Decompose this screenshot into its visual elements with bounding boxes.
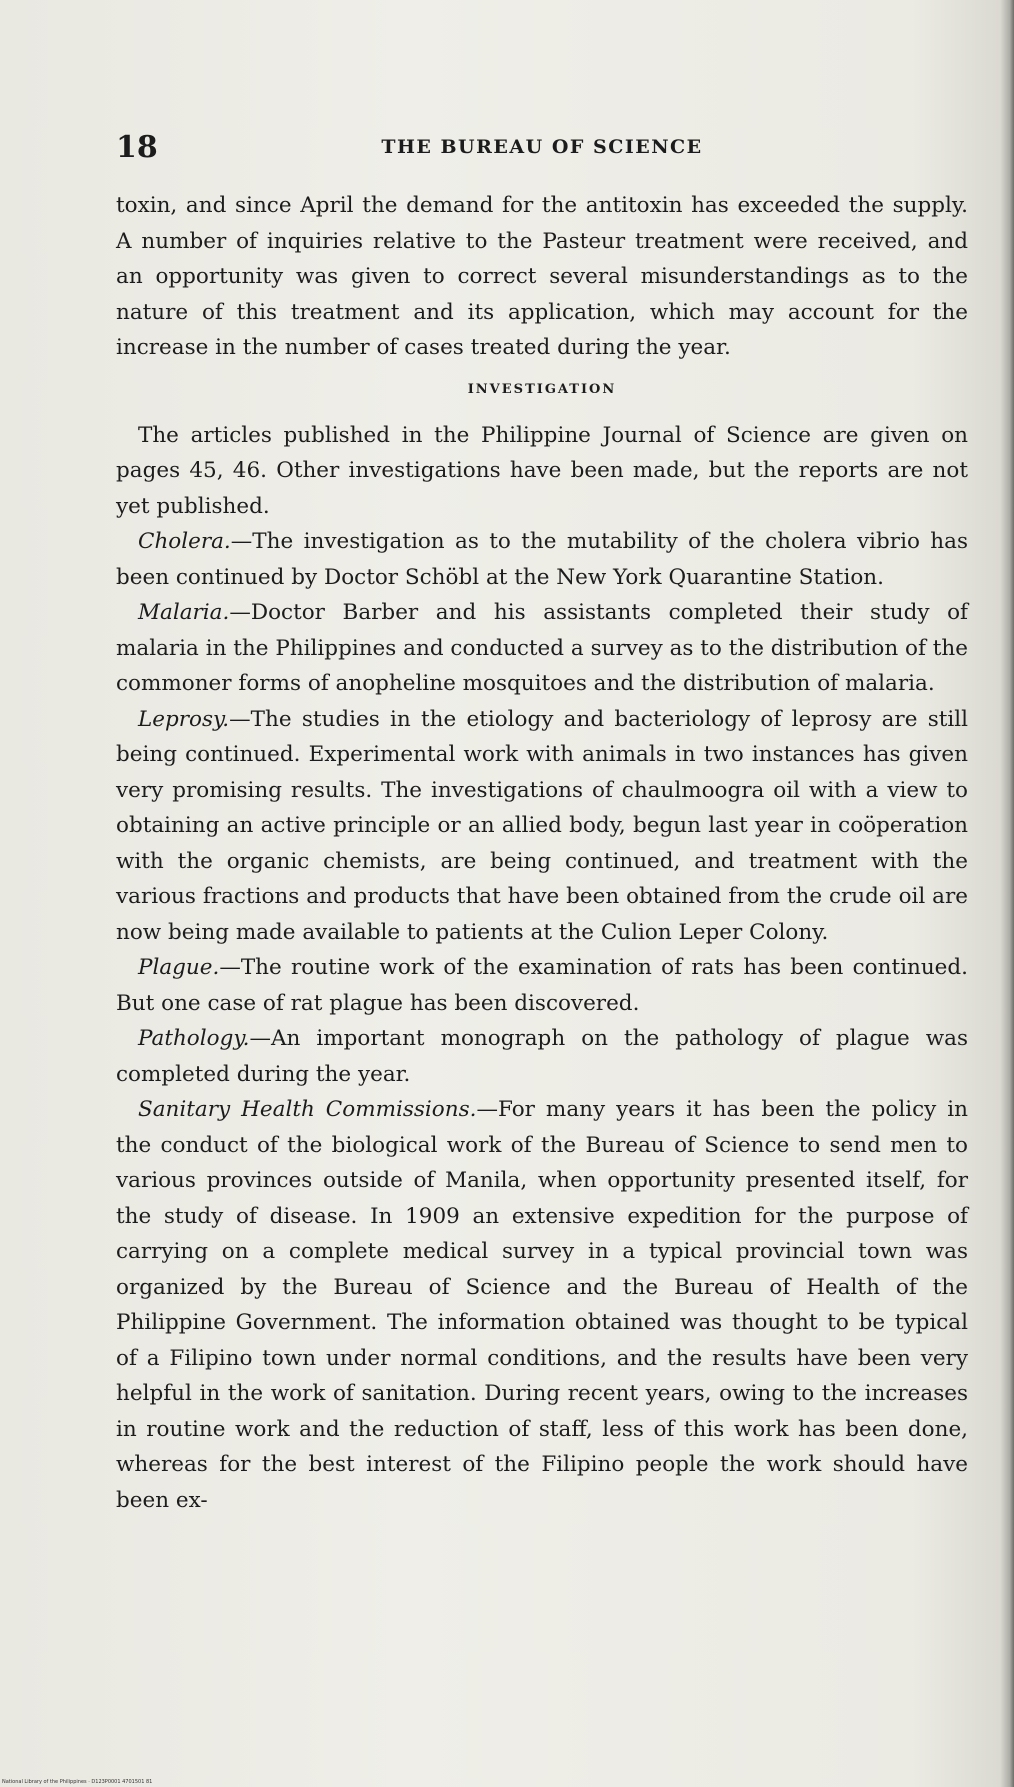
section-heading: INVESTIGATION [467, 381, 617, 397]
subsection-text: —The studies in the etiology and bacteriology of leprosy are still being continued. Experimental work with animals in two instances has given very promising results. The investigations of chaulmoogra oil with a view to obtaining an active principle or an allied body, begun last year in coöperation with the organic chemists, are being continued, and treatment with the various fractions and products that have been obtained from the crude oil are now being made available to patients at the Culion Leper Colony. [116, 706, 968, 945]
subsection-pathology [116, 1021, 968, 1092]
subsection-text: —An important monograph on the pathology of plague was completed during the year. [116, 1026, 968, 1087]
subsection-malaria [116, 595, 968, 702]
subsection-title: Plague. [138, 955, 220, 980]
page-number: 18 [116, 130, 158, 165]
subsection-text: —Doctor Barber and his assistants completed their study of malaria in the Philippines and conducted a survey as to the distribution of the commoner forms of anopheline mosquitoes and the distribution of malaria. [116, 600, 968, 696]
running-head: THE BUREAU OF SCIENCE [381, 136, 703, 158]
scan-credit: National Library of the Philippines · D123P0001 4701501 81 [2, 1779, 153, 1785]
page-header [116, 126, 968, 170]
subsection-title: Pathology. [138, 1026, 250, 1051]
subsection-leprosy [116, 702, 968, 951]
subsection-text: —The routine work of the examination of rats has been continued. But one case of rat plague has been discovered. [116, 955, 968, 1016]
subsection-sanitary-health-commissions [116, 1092, 968, 1518]
subsection-title: Malaria. [138, 600, 230, 625]
subsection-plague [116, 950, 968, 1021]
subsection-title: Cholera. [138, 529, 231, 554]
page-text-block [116, 126, 968, 1518]
subsection-title: Leprosy. [138, 706, 230, 732]
subsection-cholera [116, 524, 968, 595]
opening-paragraph: toxin, and since April the demand for the antitoxin has exceeded the supply. A number of inquiries relative to the Pasteur treatment were received, and an opportunity was given to correct several misunderstandings as to the nature of this treatment and its application, which may account for the increase in the number of cases treated during the year. [116, 193, 968, 360]
subsection-text: —The investigation as to the mutability of the cholera vibrio has been continued by Doctor Schöbl at the New York Quarantine Station. [116, 529, 968, 590]
subsection-text: —For many years it has been the policy in the conduct of the biological work of the Bureau of Science to send men to various provinces outside of Manila, when opportunity presented itself, for the study of disease. In 1909 an extensive expedition for the purpose of carrying on a complete medical survey in a typical provincial town was organized by the Bureau of Science and the Bureau of Health of the Philippine Government. The information obtained was thought to be typical of a Filipino town under normal conditions, and the results have been very helpful in the work of sanitation. During recent years, owing to the increases in routine work and the reduction of staff, less of this work has been done, whereas for the best interest of the Filipino people the work should have been ex- [116, 1097, 969, 1513]
page-edge-shadow [1000, 0, 1014, 1787]
intro-paragraph: The articles published in the Philippine Journal of Science are given on pages 45, 46. Other investigations have been made, but the reports are not yet published. [116, 422, 968, 519]
subsection-title: Sanitary Health Commissions. [138, 1097, 477, 1122]
